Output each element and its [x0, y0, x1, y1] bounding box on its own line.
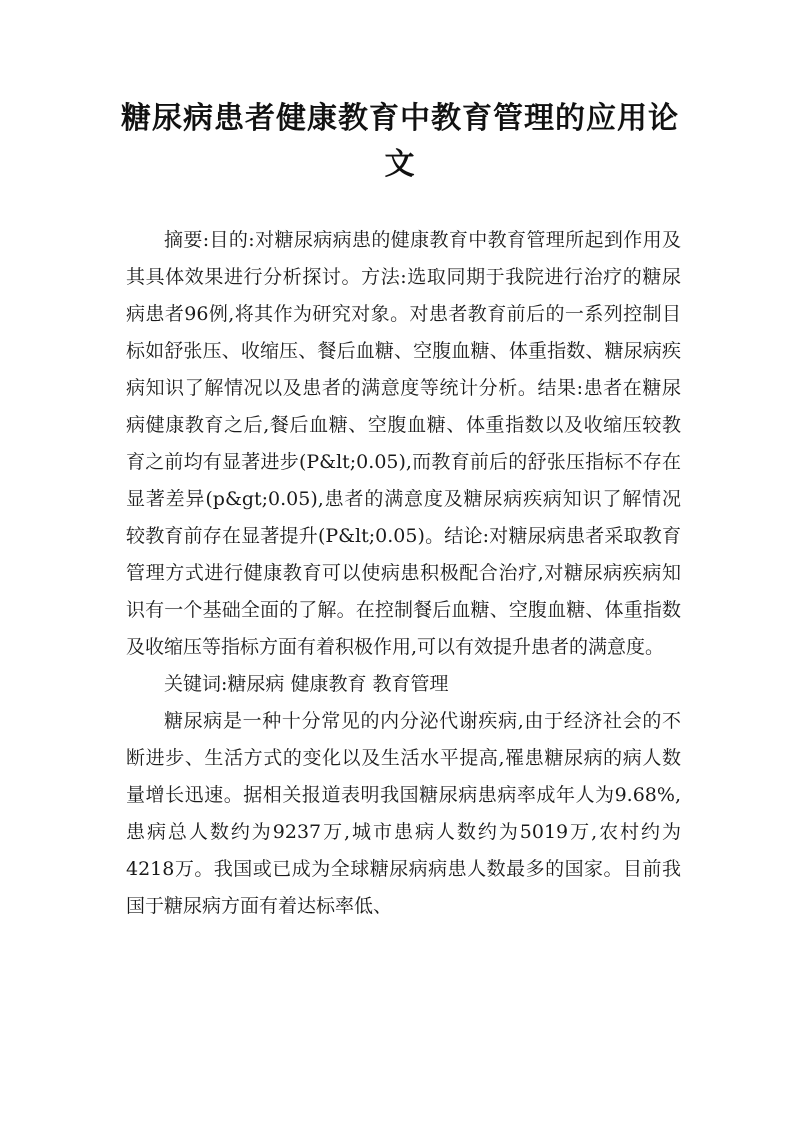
intro-paragraph: 糖尿病是一种十分常见的内分泌代谢疾病,由于经济社会的不断进步、生活方式的变化以及生活水平提高,罹患糖尿病的病人数量增长迅速。据相关报道表明我国糖尿病患病率成年人为9.68%,患病总人数约为9237万,城市患病人数约为5019万,农村约为4218万。我国或已成为全球糖尿病病患人数最多的国家。目前我国于糖尿病方面有着达标率低、 [126, 710, 681, 917]
document-title: 糖尿病患者健康教育中教育管理的应用论文 [121, 101, 679, 182]
abstract-paragraph: 摘要:目的:对糖尿病病患的健康教育中教育管理所起到作用及其具体效果进行分析探讨。方法:选取同期于我院进行治疗的糖尿病患者96例,将其作为研究对象。对患者教育前后的一系列控制目标如舒张压、收缩压、餐后血糖、空腹血糖、体重指数、糖尿病疾病知识了解情况以及患者的满意度等统计分析。结果:患者在糖尿病健康教育之后,餐后血糖、空腹血糖、体重指数以及收缩压较教育之前均有显著进步(P&lt;0.05),而教育前后的舒张压指标不存在显著差异(p&gt;0.05),患者的满意度及糖尿病疾病知识了解情况较教育前存在显著提升(P&lt;0.05)。结论:对糖尿病患者采取教育管理方式进行健康教育可以使病患积极配合治疗,对糖尿病疾病知识有一个基础全面的了解。在控制餐后血糖、空腹血糖、体重指数及收缩压等指标方面有着积极作用,可以有效提升患者的满意度。 [126, 229, 681, 658]
keywords-line: 关键词:糖尿病 健康教育 教育管理 [164, 673, 449, 695]
document-body [126, 222, 681, 925]
